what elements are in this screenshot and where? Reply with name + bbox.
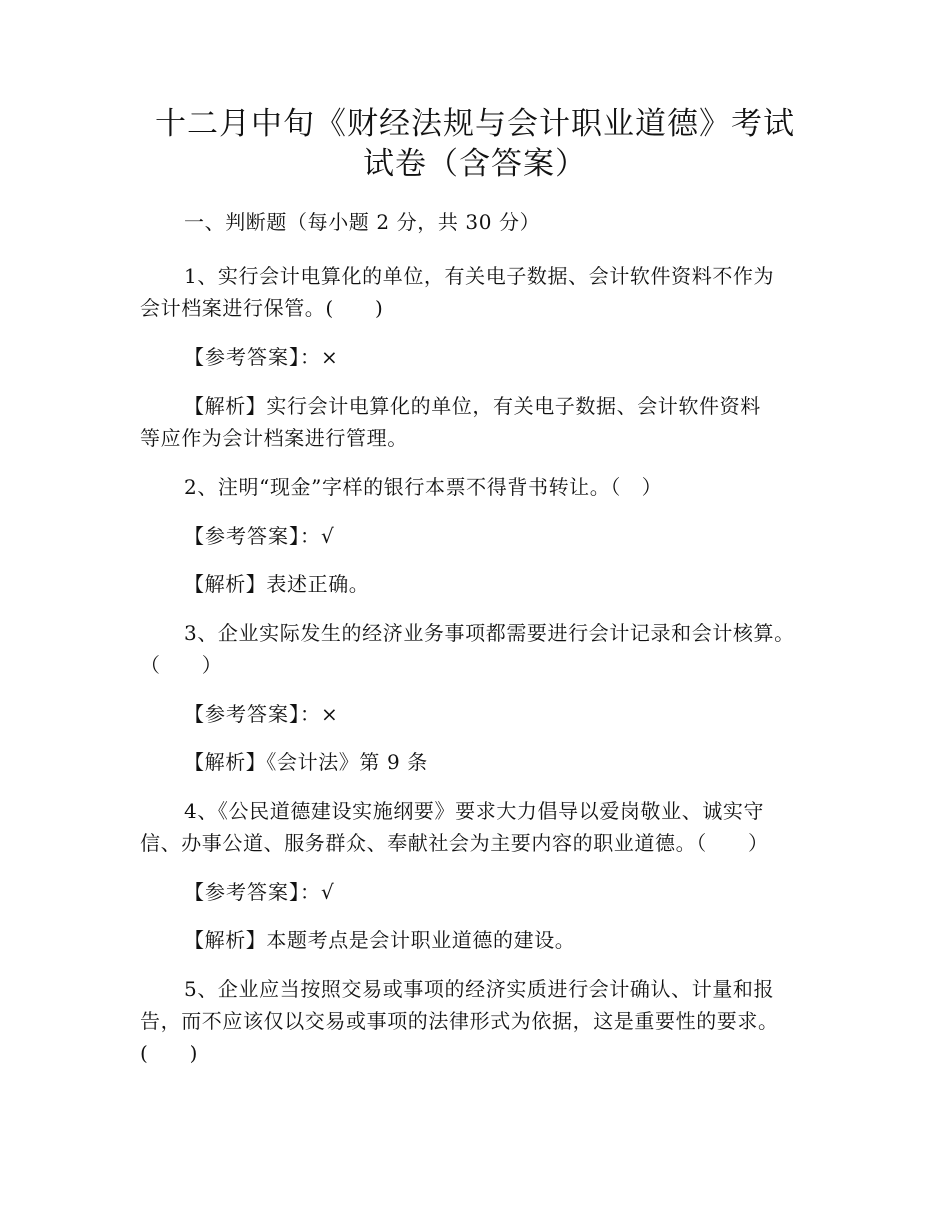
question-4-text: 4、《公民道德建设实施纲要》要求大力倡导以爱岗敬业、诚实守 — [184, 799, 765, 823]
question-3-text-cont: （ ） — [140, 653, 223, 677]
question-2-text: 2、注明“现金”字样的银行本票不得背书转让。（ ） — [184, 475, 663, 499]
question-1-text-cont: 会计档案进行保管。( ) — [140, 296, 384, 320]
question-3-explanation: 【解析】《会计法》第 9 条 — [184, 750, 428, 774]
question-2-answer: 【参考答案】：√ — [184, 524, 335, 548]
question-4-explanation: 【解析】本题考点是会计职业道德的建设。 — [184, 928, 576, 952]
question-1-text: 1、实行会计电算化的单位，有关电子数据、会计软件资料不作为 — [184, 264, 775, 288]
question-2-explanation: 【解析】表述正确。 — [184, 572, 370, 596]
question-4-text-cont: 信、办事公道、服务群众、奉献社会为主要内容的职业道德。（ ） — [140, 831, 769, 855]
page-title-line-1: 十二月中旬《财经法规与会计职业道德》考试 — [155, 106, 795, 142]
question-3-answer: 【参考答案】：× — [184, 702, 339, 726]
question-5-text: 5、企业应当按照交易或事项的经济实质进行会计确认、计量和报 — [184, 977, 775, 1001]
page-title-line-2: 试卷（含答案） — [363, 146, 587, 182]
question-3-text: 3、企业实际发生的经济业务事项都需要进行会计记录和会计核算。 — [184, 621, 795, 645]
section-heading: 一、判断题（每小题 2 分，共 30 分） — [184, 210, 541, 234]
question-1-answer: 【参考答案】：× — [184, 345, 339, 369]
question-5-text-cont: 告，而不应该仅以交易或事项的法律形式为依据，这是重要性的要求。 — [140, 1009, 779, 1033]
question-1-explanation: 【解析】实行会计电算化的单位，有关电子数据、会计软件资料 — [184, 394, 761, 418]
question-4-answer: 【参考答案】：√ — [184, 880, 335, 904]
question-5-text-cont-2: ( ) — [140, 1041, 199, 1065]
question-1-explanation-cont: 等应作为会计档案进行管理。 — [140, 426, 408, 450]
